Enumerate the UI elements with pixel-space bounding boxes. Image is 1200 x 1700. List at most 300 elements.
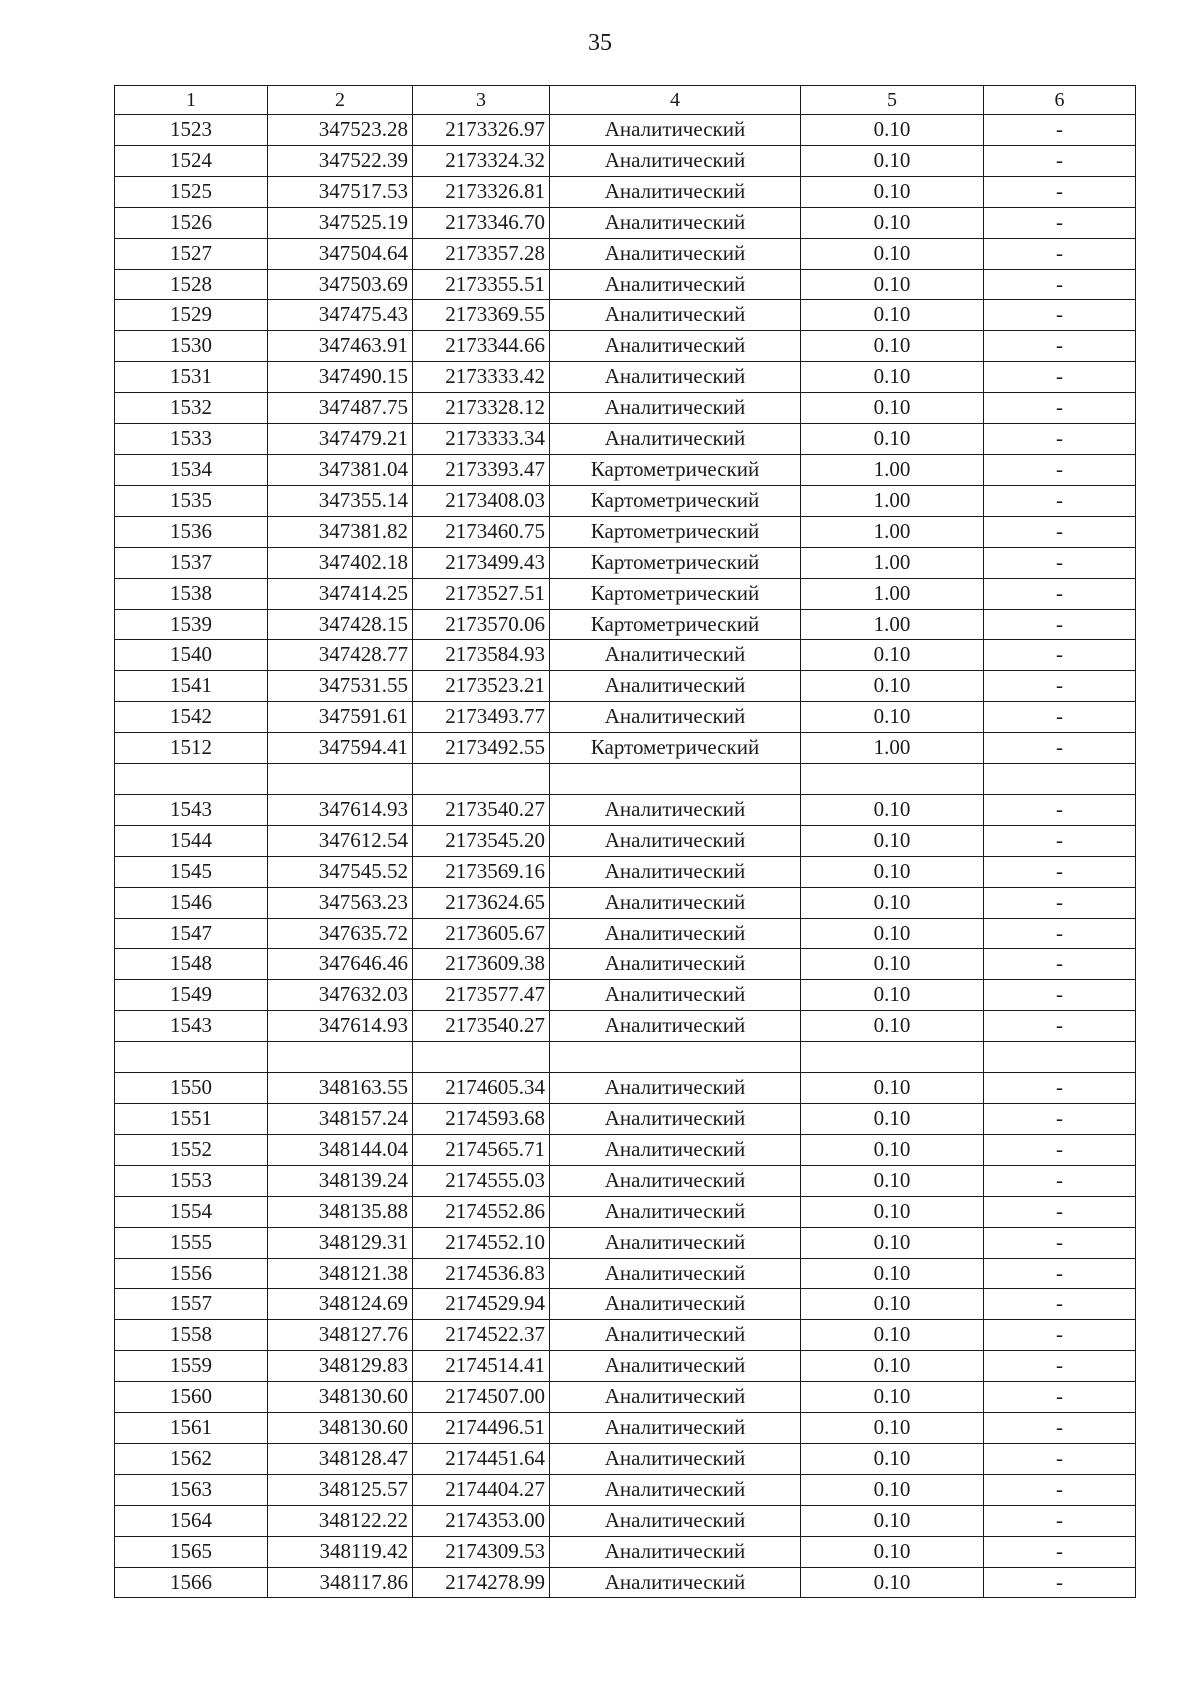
table-row [115,454,1136,485]
y-coordinate-cell: 2174552.10 [413,1227,550,1258]
note-cell: - [984,207,1136,238]
method-cell: Аналитический [550,1474,801,1505]
method-cell: Картометрический [550,485,801,516]
point-number-cell: 1544 [115,825,268,856]
table-row [115,764,1136,795]
note-cell: - [984,485,1136,516]
accuracy-cell: 1.00 [801,578,984,609]
x-coordinate-cell: 348130.60 [268,1413,413,1444]
accuracy-cell: 0.10 [801,269,984,300]
y-coordinate-cell: 2173346.70 [413,207,550,238]
y-coordinate-cell: 2173328.12 [413,393,550,424]
note-cell: - [984,547,1136,578]
note-cell: - [984,1196,1136,1227]
y-coordinate-cell: 2174552.86 [413,1196,550,1227]
table-row [115,207,1136,238]
column-header: 3 [413,86,550,115]
point-number-cell: 1564 [115,1505,268,1536]
point-number-cell: 1553 [115,1165,268,1196]
table-row [115,856,1136,887]
x-coordinate-cell: 347563.23 [268,887,413,918]
y-coordinate-cell: 2174404.27 [413,1474,550,1505]
method-cell: Аналитический [550,856,801,887]
x-coordinate-cell: 348139.24 [268,1165,413,1196]
note-cell: - [984,887,1136,918]
table-row [115,1443,1136,1474]
point-number-cell: 1541 [115,671,268,702]
y-coordinate-cell: 2173499.43 [413,547,550,578]
y-coordinate-cell: 2174514.41 [413,1351,550,1382]
x-coordinate-cell: 347355.14 [268,485,413,516]
accuracy-cell: 0.10 [801,1073,984,1104]
point-number-cell: 1565 [115,1536,268,1567]
method-cell: Аналитический [550,1227,801,1258]
x-coordinate-cell: 347614.93 [268,1011,413,1042]
method-cell: Картометрический [550,733,801,764]
y-coordinate-cell: 2174451.64 [413,1443,550,1474]
x-coordinate-cell: 348122.22 [268,1505,413,1536]
y-coordinate-cell: 2173393.47 [413,454,550,485]
accuracy-cell [801,1042,984,1073]
point-number-cell: 1512 [115,733,268,764]
point-number-cell: 1559 [115,1351,268,1382]
y-coordinate-cell [413,1042,550,1073]
method-cell: Аналитический [550,424,801,455]
point-number-cell: 1538 [115,578,268,609]
note-cell: - [984,609,1136,640]
point-number-cell: 1548 [115,949,268,980]
accuracy-cell: 1.00 [801,516,984,547]
x-coordinate-cell: 347545.52 [268,856,413,887]
table-row [115,1567,1136,1598]
table-row [115,1289,1136,1320]
method-cell: Картометрический [550,516,801,547]
table-row [115,1134,1136,1165]
accuracy-cell: 0.10 [801,176,984,207]
point-number-cell: 1555 [115,1227,268,1258]
point-number-cell: 1534 [115,454,268,485]
note-cell: - [984,640,1136,671]
table-row [115,1227,1136,1258]
y-coordinate-cell: 2174536.83 [413,1258,550,1289]
y-coordinate-cell: 2173605.67 [413,918,550,949]
y-coordinate-cell: 2173333.42 [413,362,550,393]
table-row [115,1351,1136,1382]
point-number-cell: 1536 [115,516,268,547]
table-body [115,115,1136,1598]
point-number-cell: 1525 [115,176,268,207]
x-coordinate-cell: 347503.69 [268,269,413,300]
accuracy-cell: 0.10 [801,949,984,980]
y-coordinate-cell: 2174522.37 [413,1320,550,1351]
accuracy-cell: 1.00 [801,454,984,485]
note-cell: - [984,1413,1136,1444]
method-cell: Аналитический [550,1351,801,1382]
accuracy-cell: 0.10 [801,887,984,918]
accuracy-cell: 0.10 [801,1289,984,1320]
x-coordinate-cell: 347522.39 [268,145,413,176]
note-cell: - [984,1567,1136,1598]
x-coordinate-cell: 347632.03 [268,980,413,1011]
note-cell: - [984,1289,1136,1320]
method-cell: Аналитический [550,887,801,918]
note-cell: - [984,238,1136,269]
table-row [115,671,1136,702]
point-number-cell: 1545 [115,856,268,887]
point-number-cell: 1560 [115,1382,268,1413]
x-coordinate-cell: 348163.55 [268,1073,413,1104]
table-row [115,949,1136,980]
accuracy-cell: 0.10 [801,424,984,455]
table-row [115,980,1136,1011]
y-coordinate-cell: 2173357.28 [413,238,550,269]
point-number-cell: 1550 [115,1073,268,1104]
x-coordinate-cell: 347428.15 [268,609,413,640]
x-coordinate-cell [268,1042,413,1073]
x-coordinate-cell: 347428.77 [268,640,413,671]
table-row [115,640,1136,671]
column-header: 6 [984,86,1136,115]
accuracy-cell: 0.10 [801,1165,984,1196]
x-coordinate-cell: 347523.28 [268,115,413,146]
coordinates-table [114,85,1136,1598]
y-coordinate-cell: 2173584.93 [413,640,550,671]
accuracy-cell: 0.10 [801,856,984,887]
method-cell: Аналитический [550,115,801,146]
accuracy-cell: 0.10 [801,918,984,949]
x-coordinate-cell: 347381.04 [268,454,413,485]
x-coordinate-cell: 347525.19 [268,207,413,238]
method-cell: Картометрический [550,609,801,640]
table-row [115,1320,1136,1351]
point-number-cell: 1542 [115,702,268,733]
point-number-cell: 1535 [115,485,268,516]
accuracy-cell: 0.10 [801,702,984,733]
note-cell: - [984,300,1136,331]
x-coordinate-cell: 347479.21 [268,424,413,455]
note-cell: - [984,454,1136,485]
note-cell: - [984,1443,1136,1474]
method-cell: Аналитический [550,393,801,424]
point-number-cell: 1554 [115,1196,268,1227]
note-cell: - [984,794,1136,825]
y-coordinate-cell: 2174309.53 [413,1536,550,1567]
y-coordinate-cell: 2173523.21 [413,671,550,702]
y-coordinate-cell: 2174278.99 [413,1567,550,1598]
table-row [115,300,1136,331]
x-coordinate-cell: 347635.72 [268,918,413,949]
method-cell: Аналитический [550,176,801,207]
point-number-cell: 1547 [115,918,268,949]
column-header: 5 [801,86,984,115]
accuracy-cell: 0.10 [801,145,984,176]
accuracy-cell: 0.10 [801,1320,984,1351]
y-coordinate-cell: 2173540.27 [413,1011,550,1042]
note-cell: - [984,424,1136,455]
y-coordinate-cell [413,764,550,795]
point-number-cell: 1537 [115,547,268,578]
note-cell: - [984,671,1136,702]
column-header: 1 [115,86,268,115]
note-cell: - [984,145,1136,176]
accuracy-cell: 0.10 [801,115,984,146]
x-coordinate-cell: 347614.93 [268,794,413,825]
x-coordinate-cell: 348124.69 [268,1289,413,1320]
x-coordinate-cell: 347463.91 [268,331,413,362]
x-coordinate-cell: 348135.88 [268,1196,413,1227]
accuracy-cell: 0.10 [801,393,984,424]
y-coordinate-cell: 2173545.20 [413,825,550,856]
accuracy-cell: 0.10 [801,331,984,362]
accuracy-cell: 0.10 [801,825,984,856]
method-cell: Аналитический [550,671,801,702]
y-coordinate-cell: 2173577.47 [413,980,550,1011]
table-row [115,702,1136,733]
x-coordinate-cell: 348117.86 [268,1567,413,1598]
x-coordinate-cell: 348125.57 [268,1474,413,1505]
table-row [115,1196,1136,1227]
accuracy-cell: 1.00 [801,733,984,764]
point-number-cell: 1540 [115,640,268,671]
table-row [115,176,1136,207]
method-cell: Аналитический [550,640,801,671]
y-coordinate-cell: 2174593.68 [413,1103,550,1134]
x-coordinate-cell: 347646.46 [268,949,413,980]
y-coordinate-cell: 2173344.66 [413,331,550,362]
y-coordinate-cell: 2173540.27 [413,794,550,825]
method-cell: Аналитический [550,1567,801,1598]
accuracy-cell: 0.10 [801,1134,984,1165]
note-cell: - [984,578,1136,609]
note-cell [984,1042,1136,1073]
table-header-row [115,86,1136,115]
point-number-cell: 1551 [115,1103,268,1134]
note-cell: - [984,1258,1136,1289]
x-coordinate-cell: 348129.31 [268,1227,413,1258]
accuracy-cell: 0.10 [801,1505,984,1536]
accuracy-cell: 1.00 [801,609,984,640]
method-cell: Аналитический [550,1320,801,1351]
note-cell: - [984,176,1136,207]
method-cell: Аналитический [550,1289,801,1320]
note-cell [984,764,1136,795]
point-number-cell: 1527 [115,238,268,269]
point-number-cell: 1557 [115,1289,268,1320]
y-coordinate-cell: 2174496.51 [413,1413,550,1444]
accuracy-cell: 0.10 [801,1196,984,1227]
note-cell: - [984,1073,1136,1104]
accuracy-cell: 1.00 [801,547,984,578]
y-coordinate-cell: 2173492.55 [413,733,550,764]
y-coordinate-cell: 2173569.16 [413,856,550,887]
accuracy-cell: 0.10 [801,1103,984,1134]
table-row [115,1536,1136,1567]
y-coordinate-cell: 2173369.55 [413,300,550,331]
note-cell: - [984,1536,1136,1567]
accuracy-cell: 0.10 [801,207,984,238]
y-coordinate-cell: 2173408.03 [413,485,550,516]
table-row [115,1103,1136,1134]
note-cell: - [984,1165,1136,1196]
x-coordinate-cell: 348130.60 [268,1382,413,1413]
accuracy-cell: 0.10 [801,794,984,825]
point-number-cell: 1539 [115,609,268,640]
table-row [115,269,1136,300]
table-row [115,1474,1136,1505]
note-cell: - [984,269,1136,300]
point-number-cell: 1532 [115,393,268,424]
point-number-cell: 1562 [115,1443,268,1474]
note-cell: - [984,702,1136,733]
point-number-cell: 1546 [115,887,268,918]
point-number-cell: 1523 [115,115,268,146]
x-coordinate-cell: 348119.42 [268,1536,413,1567]
note-cell: - [984,825,1136,856]
method-cell: Аналитический [550,1134,801,1165]
point-number-cell [115,764,268,795]
method-cell: Аналитический [550,269,801,300]
column-header: 2 [268,86,413,115]
y-coordinate-cell: 2173326.81 [413,176,550,207]
method-cell: Аналитический [550,1413,801,1444]
method-cell: Аналитический [550,331,801,362]
accuracy-cell: 0.10 [801,1567,984,1598]
method-cell: Аналитический [550,1103,801,1134]
table-row [115,547,1136,578]
accuracy-cell: 0.10 [801,980,984,1011]
accuracy-cell: 0.10 [801,1443,984,1474]
y-coordinate-cell: 2174507.00 [413,1382,550,1413]
x-coordinate-cell: 348144.04 [268,1134,413,1165]
accuracy-cell: 0.10 [801,300,984,331]
y-coordinate-cell: 2173460.75 [413,516,550,547]
note-cell: - [984,1227,1136,1258]
accuracy-cell [801,764,984,795]
method-cell: Аналитический [550,980,801,1011]
x-coordinate-cell: 347504.64 [268,238,413,269]
note-cell: - [984,733,1136,764]
accuracy-cell: 0.10 [801,1413,984,1444]
point-number-cell: 1524 [115,145,268,176]
method-cell: Аналитический [550,145,801,176]
y-coordinate-cell: 2174529.94 [413,1289,550,1320]
method-cell: Аналитический [550,362,801,393]
table-row [115,733,1136,764]
note-cell: - [984,1474,1136,1505]
method-cell: Аналитический [550,1011,801,1042]
note-cell: - [984,1382,1136,1413]
method-cell: Аналитический [550,949,801,980]
method-cell: Картометрический [550,547,801,578]
method-cell: Аналитический [550,702,801,733]
table-row [115,516,1136,547]
note-cell: - [984,918,1136,949]
y-coordinate-cell: 2174605.34 [413,1073,550,1104]
method-cell: Аналитический [550,918,801,949]
accuracy-cell: 1.00 [801,485,984,516]
method-cell: Картометрический [550,454,801,485]
table-row [115,1073,1136,1104]
accuracy-cell: 0.10 [801,1227,984,1258]
table-row [115,1413,1136,1444]
y-coordinate-cell: 2174555.03 [413,1165,550,1196]
x-coordinate-cell: 348127.76 [268,1320,413,1351]
method-cell: Аналитический [550,1073,801,1104]
method-cell: Аналитический [550,207,801,238]
note-cell: - [984,1011,1136,1042]
note-cell: - [984,1103,1136,1134]
accuracy-cell: 0.10 [801,1258,984,1289]
point-number-cell: 1530 [115,331,268,362]
y-coordinate-cell: 2174565.71 [413,1134,550,1165]
x-coordinate-cell: 347475.43 [268,300,413,331]
x-coordinate-cell: 347414.25 [268,578,413,609]
y-coordinate-cell: 2173493.77 [413,702,550,733]
y-coordinate-cell: 2173333.34 [413,424,550,455]
point-number-cell: 1561 [115,1413,268,1444]
point-number-cell: 1531 [115,362,268,393]
page-number: 35 [588,30,612,56]
point-number-cell: 1558 [115,1320,268,1351]
method-cell: Аналитический [550,1196,801,1227]
method-cell: Аналитический [550,1536,801,1567]
x-coordinate-cell: 347594.41 [268,733,413,764]
y-coordinate-cell: 2173527.51 [413,578,550,609]
note-cell: - [984,516,1136,547]
table-row [115,609,1136,640]
method-cell: Аналитический [550,794,801,825]
x-coordinate-cell: 348157.24 [268,1103,413,1134]
method-cell [550,1042,801,1073]
method-cell: Аналитический [550,1258,801,1289]
y-coordinate-cell: 2173324.32 [413,145,550,176]
method-cell: Аналитический [550,825,801,856]
table-row [115,825,1136,856]
x-coordinate-cell: 347490.15 [268,362,413,393]
point-number-cell: 1556 [115,1258,268,1289]
x-coordinate-cell: 348128.47 [268,1443,413,1474]
x-coordinate-cell [268,764,413,795]
x-coordinate-cell: 348121.38 [268,1258,413,1289]
column-header: 4 [550,86,801,115]
method-cell: Аналитический [550,1165,801,1196]
x-coordinate-cell: 347402.18 [268,547,413,578]
point-number-cell: 1543 [115,794,268,825]
note-cell: - [984,1134,1136,1165]
method-cell: Аналитический [550,1382,801,1413]
point-number-cell: 1566 [115,1567,268,1598]
table-row [115,1011,1136,1042]
point-number-cell: 1543 [115,1011,268,1042]
accuracy-cell: 0.10 [801,238,984,269]
method-cell: Аналитический [550,1505,801,1536]
point-number-cell: 1533 [115,424,268,455]
note-cell: - [984,1505,1136,1536]
x-coordinate-cell: 347612.54 [268,825,413,856]
method-cell: Аналитический [550,1443,801,1474]
table-row [115,578,1136,609]
table-row [115,1258,1136,1289]
accuracy-cell: 0.10 [801,362,984,393]
note-cell: - [984,393,1136,424]
method-cell: Картометрический [550,578,801,609]
y-coordinate-cell: 2173624.65 [413,887,550,918]
table-row [115,1382,1136,1413]
table-row [115,1042,1136,1073]
x-coordinate-cell: 347487.75 [268,393,413,424]
table-row [115,794,1136,825]
y-coordinate-cell: 2173609.38 [413,949,550,980]
